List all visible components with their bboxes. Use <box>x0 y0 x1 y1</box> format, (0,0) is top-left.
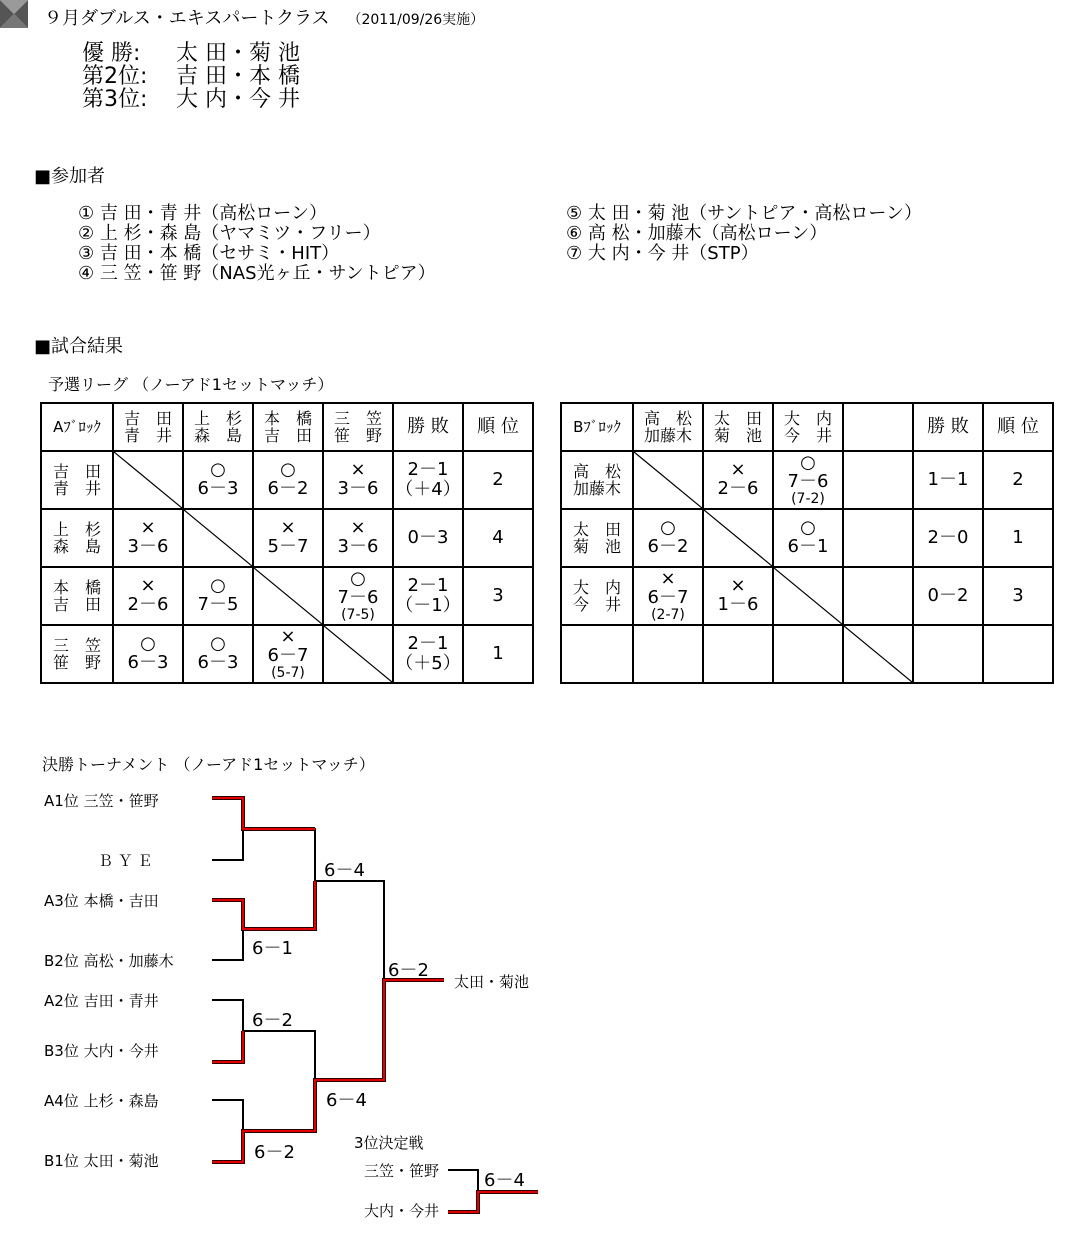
score: 2－6 <box>127 594 169 615</box>
diagonal-slash <box>704 510 772 566</box>
rank-header: 順 位 <box>983 403 1053 451</box>
block-label: Aﾌﾞﾛｯｸ <box>41 403 113 451</box>
rank-cell: 2 <box>983 451 1053 509</box>
empty-cell <box>843 403 913 451</box>
event-date: （2011/09/26実施） <box>347 12 485 28</box>
result-mark: ○ <box>660 517 676 538</box>
final-heading: 決勝トーナメント （ノーアド1セットマッチ） <box>42 755 375 774</box>
winner-path <box>212 1031 243 1062</box>
third-place-score: 6－4 <box>484 1170 525 1191</box>
participant-item: ⑥ 高 松・加藤木（高松ローン） <box>566 223 828 244</box>
team-name-cell: 高 松 加藤木 <box>561 451 633 509</box>
results-heading: ■試合結果 <box>34 336 124 357</box>
team-name-cell: 本 橋 吉 田 <box>253 403 323 451</box>
score: 6－3 <box>197 652 239 673</box>
score: 3－6 <box>127 536 169 557</box>
result-cell <box>183 567 253 625</box>
winner-row: 優 勝: 太 田・菊 池 <box>82 41 300 66</box>
rank-cell: 1 <box>463 625 533 683</box>
block-a-table <box>40 402 534 684</box>
result-cell <box>323 567 393 625</box>
result-cell <box>323 451 393 509</box>
empty-cell <box>561 625 633 683</box>
score: 3－6 <box>337 478 379 499</box>
score: 5－7 <box>267 536 309 557</box>
diagonal-slash <box>844 626 912 682</box>
result-cell <box>633 509 703 567</box>
diagonal-slash <box>324 626 392 682</box>
result-cell <box>633 451 703 509</box>
prelim-heading: 予選リーグ （ノーアド1セットマッチ） <box>48 375 334 394</box>
team-name-cell: 太 田 菊 池 <box>561 509 633 567</box>
team-name-cell: 三 笠 笹 野 <box>323 403 393 451</box>
rank-cell <box>983 625 1053 683</box>
tiebreak: (2-7) <box>651 607 685 623</box>
result-cell <box>773 625 843 683</box>
block-label: Bﾌﾞﾛｯｸ <box>561 403 633 451</box>
winloss-cell: 0－3 <box>393 509 463 567</box>
bracket-entry: A3位 本橋・吉田 <box>44 892 159 910</box>
winloss-header: 勝 敗 <box>913 403 983 451</box>
result-cell <box>323 625 393 683</box>
participants-list-right <box>566 204 922 264</box>
bracket-entry: B1位 太田・菊池 <box>44 1152 159 1170</box>
winner-row: 第3位: 大 内・今 井 <box>82 87 300 112</box>
match-score: 6－4 <box>326 1090 367 1111</box>
page-icon <box>0 0 28 28</box>
third-place-title: 3位決定戦 <box>354 1134 424 1152</box>
result-cell <box>703 509 773 567</box>
winner-path <box>448 1192 538 1212</box>
result-mark: × <box>730 575 746 596</box>
result-cell <box>113 509 183 567</box>
table-row <box>561 625 1053 683</box>
rank-header: 順 位 <box>463 403 533 451</box>
result-cell <box>633 567 703 625</box>
winloss-cell: 0－2 <box>913 567 983 625</box>
score: 7－6 <box>337 587 379 608</box>
winner-path <box>212 881 315 929</box>
result-cell <box>843 567 913 625</box>
result-mark: ○ <box>140 633 156 654</box>
result-cell <box>843 451 913 509</box>
header-row <box>561 403 1053 451</box>
result-cell <box>843 625 913 683</box>
result-mark: × <box>140 517 156 538</box>
participant-item: ⑤ 太 田・菊 池（サントピア・高松ローン） <box>566 203 923 224</box>
winloss-cell: 2－1 （－1） <box>393 567 463 625</box>
result-mark: × <box>280 626 296 647</box>
result-mark: × <box>350 459 366 480</box>
team-name-cell: 大 内 今 井 <box>561 567 633 625</box>
result-mark: ○ <box>210 459 226 480</box>
score: 7－5 <box>197 594 239 615</box>
diagonal-slash <box>184 510 252 566</box>
result-mark: ○ <box>280 459 296 480</box>
table-row <box>41 567 533 625</box>
rank-cell: 1 <box>983 509 1053 567</box>
table-row <box>41 625 533 683</box>
bracket-line <box>212 1100 243 1131</box>
rank-cell: 2 <box>463 451 533 509</box>
bracket-line <box>448 1170 478 1192</box>
result-cell <box>843 509 913 567</box>
third-entry: 大内・今井 <box>364 1202 440 1220</box>
result-cell <box>183 625 253 683</box>
bracket-entry: A2位 吉田・青井 <box>44 992 159 1010</box>
winloss-cell: 2－1 （＋5） <box>393 625 463 683</box>
diagonal-slash <box>634 452 702 508</box>
result-cell <box>183 509 253 567</box>
bracket-line <box>243 1031 315 1080</box>
match-score: 6－1 <box>252 938 293 959</box>
result-cell <box>703 625 773 683</box>
team-name-cell: 吉 田 青 井 <box>41 451 113 509</box>
result-mark: × <box>350 517 366 538</box>
participant-item: ④ 三 笠・笹 野（NAS光ヶ丘・サントピア） <box>78 263 436 284</box>
team-name-cell: 上 杉 森 島 <box>41 509 113 567</box>
team-name-cell: 高 松 加藤木 <box>633 403 703 451</box>
team-name-cell: 上 杉 森 島 <box>183 403 253 451</box>
result-mark: ○ <box>800 517 816 538</box>
result-cell <box>323 509 393 567</box>
participant-item: ⑦ 大 内・今 井（STP） <box>566 243 759 264</box>
bracket-entry: A4位 上杉・森島 <box>44 1092 159 1110</box>
score: 7－6 <box>787 471 829 492</box>
header-row <box>41 403 533 451</box>
result-mark: × <box>730 459 746 480</box>
team-name-cell: 本 橋 吉 田 <box>41 567 113 625</box>
third-entry: 三笠・笹野 <box>364 1162 440 1180</box>
result-cell <box>773 567 843 625</box>
result-mark: ○ <box>210 633 226 654</box>
result-cell <box>113 567 183 625</box>
score: 6－2 <box>267 478 309 499</box>
bracket-line <box>212 829 243 860</box>
winner-path <box>212 798 315 829</box>
tiebreak: (5-7) <box>271 665 305 681</box>
rank-cell: 4 <box>463 509 533 567</box>
result-mark: × <box>660 568 676 589</box>
result-cell <box>183 451 253 509</box>
participants-heading: ■参加者 <box>34 166 106 187</box>
tiebreak: (7-5) <box>341 607 375 623</box>
result-cell <box>253 509 323 567</box>
result-mark: ○ <box>350 568 366 589</box>
result-cell <box>113 451 183 509</box>
table-row <box>41 509 533 567</box>
tiebreak: (7-2) <box>791 491 825 507</box>
score: 3－6 <box>337 536 379 557</box>
winloss-header: 勝 敗 <box>393 403 463 451</box>
diagonal-slash <box>114 452 182 508</box>
match-score: 6－4 <box>324 860 365 881</box>
winloss-cell <box>913 625 983 683</box>
match-score: 6－2 <box>388 960 429 981</box>
bracket-entry: Ｂ Ｙ Ｅ <box>98 852 153 870</box>
score: 6－7 <box>267 645 309 666</box>
block-b-table <box>560 402 1054 684</box>
participant-item: ① 吉 田・青 井（高松ローン） <box>78 203 327 224</box>
winners-list <box>82 42 300 111</box>
participants-list-left <box>78 204 436 284</box>
table-row <box>561 567 1053 625</box>
score: 6－7 <box>647 587 689 608</box>
winloss-cell: 1－1 <box>913 451 983 509</box>
match-score: 6－2 <box>252 1010 293 1031</box>
result-cell <box>633 625 703 683</box>
match-score: 6－2 <box>254 1142 295 1163</box>
bracket-entry: B2位 高松・加藤木 <box>44 952 174 970</box>
result-cell <box>703 451 773 509</box>
score: 2－6 <box>717 478 759 499</box>
bracket-entry: A1位 三笠・笹野 <box>44 792 159 810</box>
score: 6－3 <box>197 478 239 499</box>
rank-cell: 3 <box>983 567 1053 625</box>
participant-item: ② 上 杉・森 島（ヤマミツ・フリー） <box>78 223 381 244</box>
bracket-line <box>243 829 315 929</box>
team-name-cell: 大 内 今 井 <box>773 403 843 451</box>
winner-row: 第2位: 吉 田・本 橋 <box>82 64 300 89</box>
score: 6－1 <box>787 536 829 557</box>
rank-cell: 3 <box>463 567 533 625</box>
bracket-line <box>212 1000 243 1031</box>
participant-item: ③ 吉 田・本 橋（セサミ・HIT） <box>78 243 340 264</box>
bracket-entry: B3位 大内・今井 <box>44 1042 159 1060</box>
table-row <box>41 451 533 509</box>
result-cell <box>253 451 323 509</box>
score: 6－2 <box>647 536 689 557</box>
result-cell <box>253 567 323 625</box>
winloss-cell: 2－1 （＋4） <box>393 451 463 509</box>
bracket-line <box>315 881 384 980</box>
score: 1－6 <box>717 594 759 615</box>
diagonal-slash <box>774 568 842 624</box>
team-name-cell: 太 田 菊 池 <box>703 403 773 451</box>
team-name-cell: 吉 田 青 井 <box>113 403 183 451</box>
result-mark: ○ <box>210 575 226 596</box>
champion-name: 太田・菊池 <box>454 973 530 991</box>
bracket-line <box>212 929 243 960</box>
result-mark: × <box>280 517 296 538</box>
table-row <box>561 451 1053 509</box>
score: 6－3 <box>127 652 169 673</box>
result-mark: × <box>140 575 156 596</box>
result-cell <box>703 567 773 625</box>
result-cell <box>113 625 183 683</box>
team-name-cell: 三 笠 笹 野 <box>41 625 113 683</box>
result-cell <box>773 451 843 509</box>
table-row <box>561 509 1053 567</box>
result-mark: ○ <box>800 452 816 473</box>
diagonal-slash <box>254 568 322 624</box>
winloss-cell: 2－0 <box>913 509 983 567</box>
result-cell <box>773 509 843 567</box>
result-cell <box>253 625 323 683</box>
page-title: ９月ダブルス・エキスパートクラス （2011/09/26実施） <box>44 8 485 29</box>
